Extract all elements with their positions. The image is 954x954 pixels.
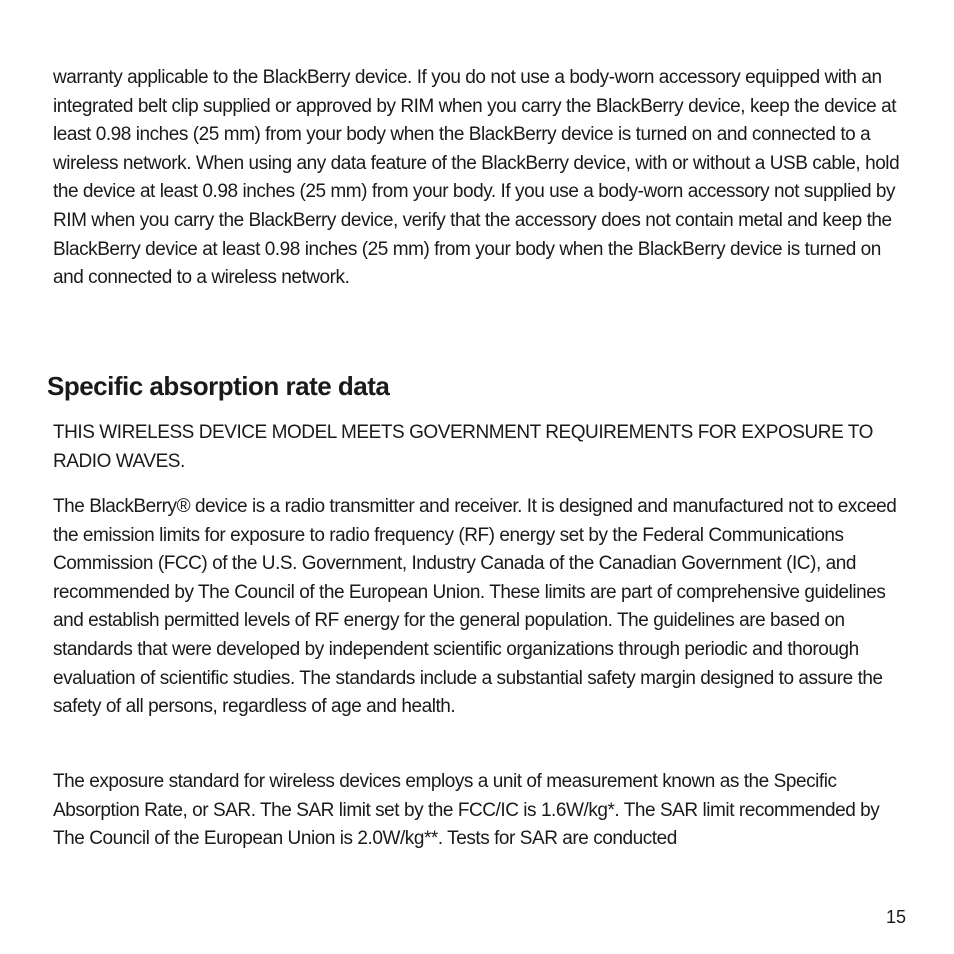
body-paragraph-sar-standard: The exposure standard for wireless devices employs a unit of measurement known as the Specific Absorption Rate, or SAR. The SAR limit set by the FCC/IC is 1.6W/kg*. The SAR limit recommended by The Council of the European Union is 2.0W/kg**. Tests for SAR are conducted [53, 771, 880, 850]
page-number: 15 [885, 907, 906, 927]
section-heading: Specific absorption rate data [47, 371, 390, 401]
body-paragraph-warranty: warranty applicable to the BlackBerry device. If you do not use a body-worn accessory equipped with an integrated belt clip supplied or approved by RIM when you carry the BlackBerry device, keep the device at least 0.98 inches (25 mm) from your body when the BlackBerry device is turned on and connected to a wireless network. When using any data feature of the BlackBerry device, with or without a USB cable, hold the device at least 0.98 inches (25 mm) from your body. If you use a body-worn accessory not supplied by RIM when you carry the BlackBerry device, verify that the accessory does not contain metal and keep the BlackBerry device at least 0.98 inches (25 mm) from your body when the BlackBerry device is turned on and connected to a wireless network. [53, 67, 900, 289]
body-paragraph-compliance-statement: THIS WIRELESS DEVICE MODEL MEETS GOVERNMENT REQUIREMENTS FOR EXPOSURE TO RADIO WAVES. [53, 422, 873, 472]
body-paragraph-emission-limits: The BlackBerry® device is a radio transmitter and receiver. It is designed and manufactured not to exceed the emission limits for exposure to radio frequency (RF) energy set by the Federal Communications Commission (FCC) of the U.S. Government, Industry Canada of the Canadian Government (IC), and recommended by The Council of the European Union. These limits are part of comprehensive guidelines and establish permitted levels of RF energy for the general population. The guidelines are based on standards that were developed by independent scientific organizations through periodic and thorough evaluation of scientific studies. The standards include a substantial safety margin designed to assure the safety of all persons, regardless of age and health. [53, 496, 897, 718]
